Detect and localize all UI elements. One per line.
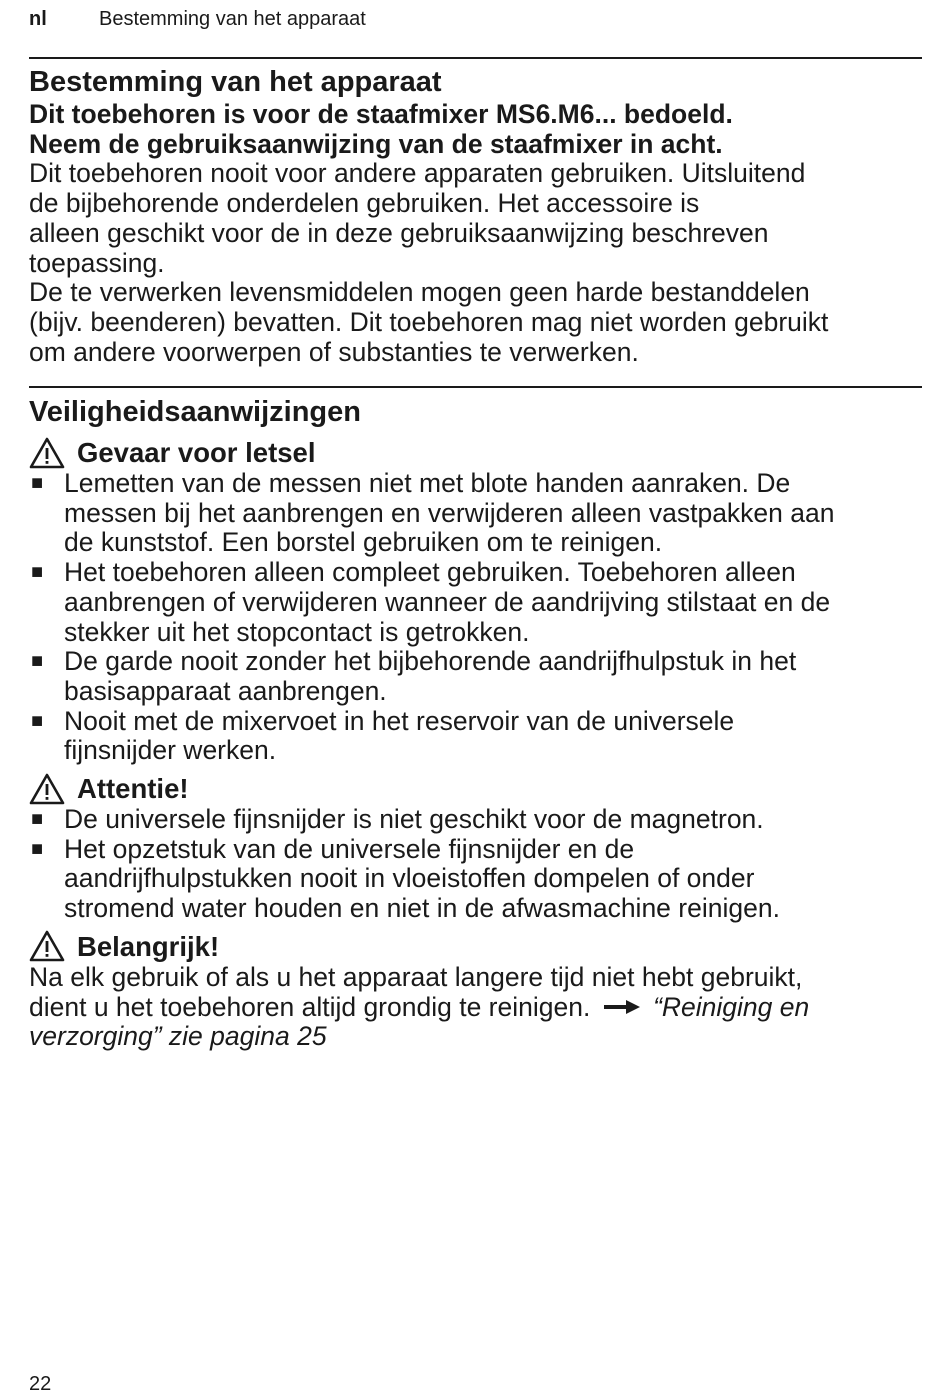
text-line: Het opzetstuk van de universele fijnsnijder en de (64, 833, 635, 864)
list-item (29, 835, 929, 924)
bullet-square: ■ (31, 472, 44, 494)
text-line: aandrijfhulpstukken nooit in vloeistoffen dompelen of onder (64, 863, 755, 894)
important-paragraph (29, 963, 929, 1052)
injury-heading-text: Gevaar voor letsel (77, 437, 316, 468)
text-line: basisapparaat aanbrengen. (64, 675, 387, 706)
text-line: De universele fijnsnijder is niet geschikt voor de magnetron. (64, 804, 764, 835)
bullet-square: ■ (31, 709, 44, 732)
text-line: (bijv. beenderen) bevatten. Dit toebehoren mag niet worden gebruikt (29, 306, 829, 337)
bullet-square: ■ (31, 837, 44, 860)
important-heading (29, 930, 929, 963)
cross-reference[interactable]: “Reiniging en (653, 991, 810, 1022)
header-section-title: Bestemming van het apparaat (99, 8, 366, 30)
warning-triangle-icon (29, 773, 65, 805)
bullet-square: ■ (31, 650, 44, 673)
text-line: de kunststof. Een borstel gebruiken om te reinigen. (64, 527, 663, 558)
purpose-paragraph-2 (29, 278, 929, 367)
purpose-bold-line-1: Dit toebehoren is voor de staafmixer MS6.M6... bedoeld. (29, 99, 733, 129)
injury-heading (29, 436, 929, 469)
text-line: om andere voorwerpen of substanties te verwerken. (29, 336, 639, 367)
language-code: nl (29, 8, 47, 30)
list-item (29, 469, 929, 558)
text-line: alleen geschikt voor de in deze gebruiksaanwijzing beschreven (29, 217, 769, 248)
page-number: 22 (29, 1373, 52, 1395)
purpose-section (29, 64, 929, 367)
safety-section (29, 394, 929, 1052)
bullet-square: ■ (31, 561, 44, 584)
cross-reference-page[interactable]: verzorging” zie pagina 25 (29, 1021, 327, 1052)
list-item (29, 647, 929, 706)
text-line: De te verwerken levensmiddelen mogen geen harde bestanddelen (29, 277, 810, 308)
purpose-bold-line-2: Neem de gebruiksaanwijzing van de staafmixer in acht. (29, 128, 723, 159)
warning-triangle-icon (29, 437, 65, 469)
safety-title: Veiligheidsaanwijzingen (29, 396, 361, 428)
important-heading-text: Belangrijk! (77, 930, 220, 962)
attention-heading (29, 772, 929, 805)
purpose-paragraph-1 (29, 159, 929, 278)
bullet-square: ■ (31, 808, 44, 831)
text-line: stromend water houden en niet in de afwasmachine reinigen. (64, 893, 780, 924)
list-item (29, 805, 929, 835)
arrow-right-icon (602, 997, 642, 1017)
text-line: messen bij het aanbrengen en verwijderen alleen vastpakken aan (64, 497, 835, 528)
divider (29, 386, 922, 388)
list-item (29, 558, 929, 647)
text-line: fijnsnijder werken. (64, 735, 277, 766)
divider (29, 57, 922, 59)
text-line: toepassing. (29, 247, 165, 278)
warning-triangle-icon (29, 930, 65, 962)
text-line: Nooit met de mixervoet in het reservoir van de universele (64, 705, 735, 736)
text-line: De garde nooit zonder het bijbehorende aandrijfhulpstuk in het (64, 646, 797, 677)
text-line: Na elk gebruik of als u het apparaat langere tijd niet hebt gebruikt, (29, 961, 803, 992)
text-line: Het toebehoren alleen compleet gebruiken. Toebehoren alleen (64, 557, 796, 588)
injury-list (29, 469, 929, 766)
text-line: Lemetten van de messen niet met blote handen aanraken. De (64, 468, 791, 498)
purpose-title: Bestemming van het apparaat (29, 66, 442, 98)
list-item (29, 707, 929, 766)
text-line: de bijbehorende onderdelen gebruiken. Het accessoire is (29, 188, 700, 219)
text-line: dient u het toebehoren altijd grondig te reinigen. (29, 991, 591, 1022)
text-line: stekker uit het stopcontact is getrokken. (64, 616, 530, 647)
page-header (29, 6, 366, 32)
text-line: aanbrengen of verwijderen wanneer de aandrijving stilstaat en de (64, 586, 831, 617)
text-line: Dit toebehoren nooit voor andere apparaten gebruiken. Uitsluitend (29, 158, 806, 189)
attention-heading-text: Attentie! (77, 773, 189, 805)
attention-list (29, 805, 929, 924)
